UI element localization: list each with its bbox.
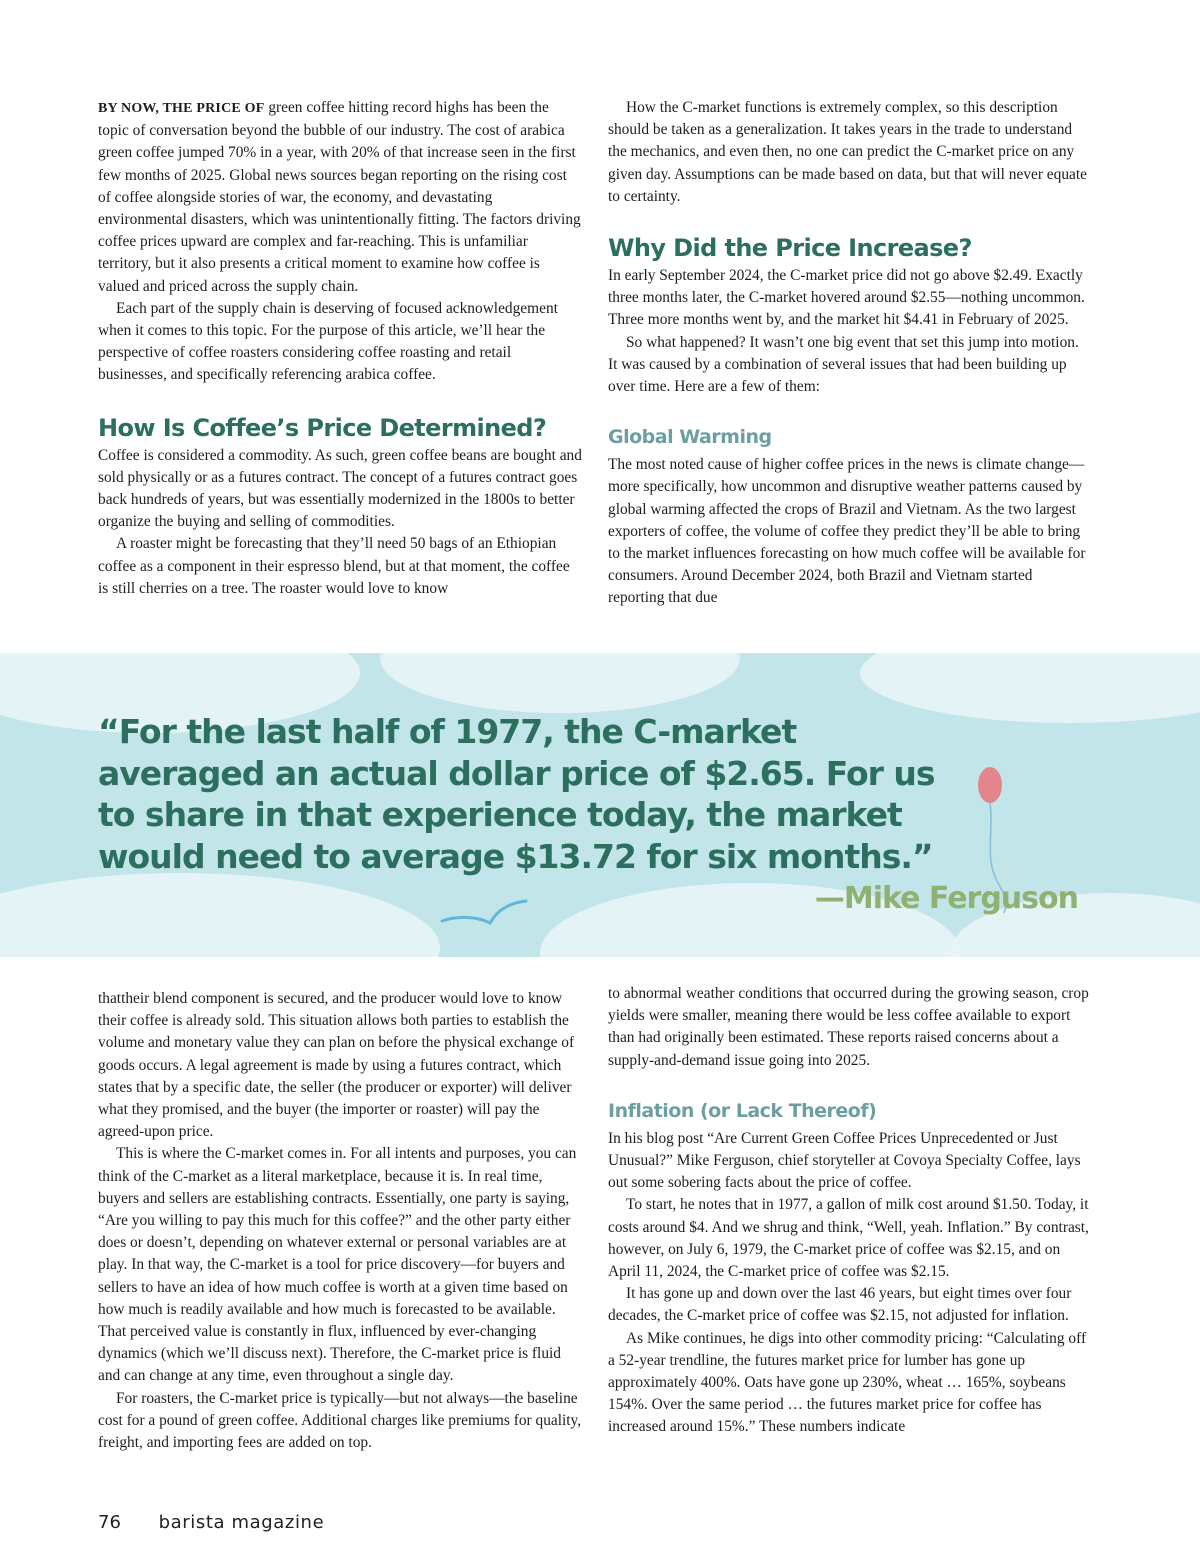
article-column-1 [98,97,582,600]
body-paragraph: to abnormal weather conditions that occurred during the growing season, crop yields were smaller, meaning there would be less coffee available to export than had originally been estimated. These reports raised concerns about a supply-and-demand issue going into 2025. [608,985,1089,1069]
body-paragraph: To start, he notes that in 1977, a gallon of milk cost around $1.50. Today, it costs around $4. And we shrug and think, “Well, yeah. Inflation.” By contrast, however, on July 6, 1979, the C-market price of coffee was $2.15, and on April 11, 2024, the C-market price of coffee was $2.15. [608,1196,1089,1281]
body-paragraph: The most noted cause of higher coffee prices in the news is climate change—more specifically, how uncommon and disruptive weather patterns caused by global warming affected the crops of Brazil and Vietnam. As the two largest exporters of coffee, the volume of coffee they predict they’ll be able to bring to the market influences forecasting on how much coffee will be available for consumers. Around December 2024, both Brazil and Vietnam started reporting that due [608,456,1086,607]
body-paragraph: A roaster might be forecasting that they’ll need 50 bags of an Ethiopian coffee as a component in their espresso blend, but at that moment, the coffee is still cherries on a tree. The roaster would love to know [98,535,570,597]
page-footer [98,1512,324,1533]
page-number: 76 [98,1512,121,1533]
cloud-decoration [380,653,740,713]
section-heading-why-increase: Why Did the Price Increase? [608,234,972,263]
lead-in: BY NOW, THE PRICE OF [98,101,265,116]
article-column-4 [608,983,1092,1439]
body-paragraph: Coffee is considered a commodity. As such, green coffee beans are bought and sold physically or as a futures contract. The concept of a futures contract goes back hundreds of years, but was essentially modernized in the 1800s to better organize the buying and selling of commodities. [98,446,582,531]
cloud-decoration [0,873,440,957]
subheading-global-warming: Global Warming [608,426,772,449]
pull-quote-attribution: —Mike Ferguson [814,881,1078,916]
pull-quote-text: “For the last half of 1977, the C-market averaged an actual dollar price of $2.65. For us to share in that experience today, the market would need to average $13.72 for six months.” [98,712,935,876]
body-paragraph: For roasters, the C-market price is typically—but not always—the baseline cost for a pound of green coffee. Additional charges like premiums for quality, freight, and importing fees are added on top. [98,1389,582,1452]
body-paragraph: As Mike continues, he digs into other commodity pricing: “Calculating off a 52-year trendline, the futures market price for lumber has gone up approximately 400%. Oats have gone up 230%, wheat … 165%, soybeans 154%. Over the same period … the futures market price for coffee has increased around 15%.” These numbers indicate [608,1329,1087,1436]
intro-text: green coffee hitting record highs has been the topic of conversation beyond the bubble of our industry. The cost of arabica green coffee jumped 70% in a year, with 20% of that increase seen in the first few months of 2025. Global news sources began reporting on the rising cost of coffee alongside stories of war, the economy, and devastating environmental disasters, which was unintentionally fitting. The factors driving coffee prices upward are complex and far-reaching. This is unfamiliar territory, but it also presents a critical moment to examine how coffee is valued and priced across the supply chain. [98,99,581,295]
article-column-2 [608,97,1092,610]
intro-paragraph [98,97,582,298]
body-paragraph: In early September 2024, the C-market price did not go above $2.49. Exactly three months later, the C-market hovered around $2.55—nothing uncommon. Three more months went by, and the market hit $4.41 in February of 2025. [608,267,1085,329]
body-paragraph: So what happened? It wasn’t one big event that set this jump into motion. It was caused by a combination of several issues that had been building up over time. Here are a few of them: [608,333,1079,396]
body-paragraph: Each part of the supply chain is deserving of focused acknowledgement when it comes to this topic. For the purpose of this article, we’ll hear the perspective of coffee roasters considering coffee roasting and retail businesses, and specifically referencing arabica coffee. [98,299,558,384]
body-paragraph: It has gone up and down over the last 46 years, but eight times over four decades, the C-market price of coffee was $2.15, not adjusted for inflation. [608,1285,1072,1325]
pull-quote-band [0,653,1200,957]
article-column-3 [98,988,582,1454]
section-heading-price-determined: How Is Coffee’s Price Determined? [98,413,547,442]
body-paragraph: In his blog post “Are Current Green Coffee Prices Unprecedented or Just Unusual?” Mike Ferguson, chief storyteller at Covoya Specialty Coffee, lays out some sobering facts about the price of coffee. [608,1129,1081,1192]
body-paragraph: This is where the C-market comes in. For all intents and purposes, you can think of the C-market as a literal marketplace, because it is. In real time, buyers and sellers are establishing contracts. Essentially, one party is saying, “Are you willing to pay this much for this coffee?” and the other party either does or doesn’t, depending on whatever external or personal variables are at play. In that way, the C-market is a tool for price discovery—for buyers and sellers to have an idea of how much coffee is worth at a given time based on how much is readily available and how much is forecasted to be available. That perceived value is constantly in flux, influenced by ever-changing dynamics (which we’ll discuss next). Therefore, the C-market price is fluid and can change at any time, even throughout a single day. [98,1145,577,1385]
magazine-name: barista magazine [158,1512,325,1533]
bird-illustration [440,891,530,931]
body-paragraph: How the C-market functions is extremely complex, so this description should be taken as a generalization. It takes years in the trade to understand the mechanics, and even then, no one can predict the C-market price on any given day. Assumptions can be made based on data, but that will never equate to certainty. [608,99,1087,205]
body-paragraph: thattheir blend component is secured, and the producer would love to know their coffee is already sold. This situation allows both parties to establish the volume and monetary value they can plan on before the physical exchange of goods occurs. A legal agreement is made by using a futures contract, which states that by a specific date, the seller (the producer or exporter) will deliver what they promised, and the buyer (the importer or roaster) will pay the agreed-upon price. [98,990,575,1141]
subheading-inflation: Inflation (or Lack Thereof) [608,1099,877,1122]
